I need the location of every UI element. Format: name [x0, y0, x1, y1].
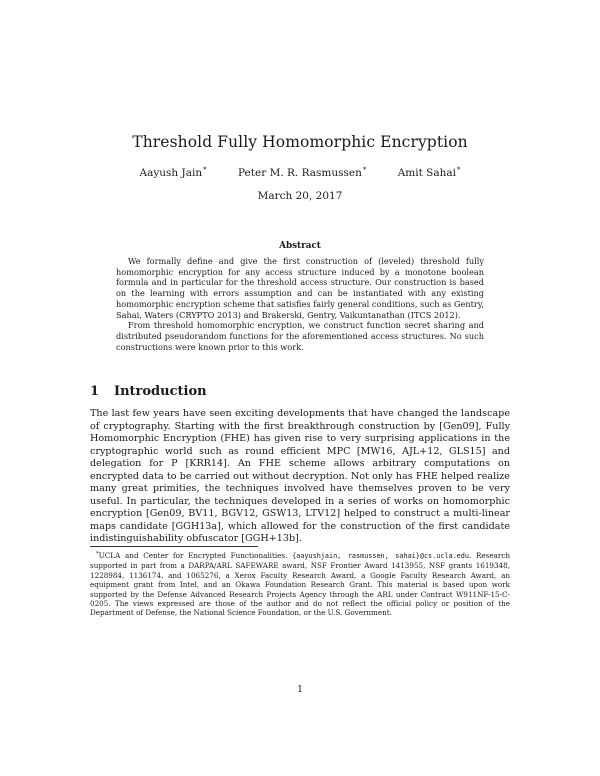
body-paragraph: The last few years have seen exciting developments that have changed the landscape of cryptography. Starting with the first breakthrough construction by [Gen09], Fully Homomorphic Encryption (FHE) has given rise to very surprising applications in the cryptographic world such as round efficient MPC [MW16, AJL+12, GLS15] and delegation for P [KRR14]. An FHE scheme allows arbitrary computations on encrypted data to be carried out without decryption. Not only has FHE helped realize many great primities, the techniques involved have themselves proven to be very useful. In particular, the techniques developed in a series of works on homomorphic encryption [Gen09, BV11, BGV12, GSW13, LTV12] helped to construct a multi-linear maps candidate [GGH13a], which allowed for the construction of the first candidate indistinguishability obfuscator [GGH+13b]. [90, 408, 510, 544]
author-name: Peter M. R. Rasmussen [237, 167, 362, 179]
footnote-emails: {aayushjain, rasmussen, sahai}@cs.ucla.edu [292, 552, 469, 560]
abstract-heading: Abstract [279, 241, 321, 251]
page-number: 1 [296, 684, 304, 695]
section-number: 1 [90, 384, 100, 399]
author-footnote-mark: * [203, 166, 207, 174]
author-sahai [398, 166, 461, 179]
author-name: Aayush Jain [139, 167, 203, 179]
paper-title: Threshold Fully Homomorphic Encryption [132, 133, 468, 151]
footnote [90, 550, 510, 618]
abstract-paragraph: We formally define and give the first construction of (leveled) threshold fully homomorphic encryption for any access structure induced by a monotone boolean formula and in particular for the threshold access structure. Our construction is based on the learning with errors assumption and can be instantiated with any existing homomorphic encryption scheme that satisfies fairly general conditions, such as Gentry, Sahai, Waters (CRYPTO 2013) and Brakerski, Gentry, Vaikuntanathan (ITCS 2012). [116, 256, 484, 320]
author-footnote-mark: * [456, 166, 461, 174]
author-footnote-mark: * [362, 166, 367, 174]
footnote-affiliation: UCLA and Center for Encrypted Functionalities. [98, 551, 288, 560]
section-body [90, 408, 510, 546]
author-jain [140, 166, 207, 179]
author-rasmussen [238, 166, 366, 179]
abstract-body [116, 256, 484, 352]
abstract-paragraph: From threshold homomorphic encryption, we construct function secret sharing and distributed pseudorandom functions for the aforementioned access structures. No such constructions were known prior to this work. [116, 320, 484, 352]
author-name: Amit Sahai [397, 167, 456, 179]
footnote-funding: Research supported in part from a DARPA/ARL SAFEWARE award, NSF Frontier Award 1413955, NSF grants 1619348, 1228984, 1136174, and 1065276, a Xerox Faculty Research Award, a Google Faculty Research Award, an equipment grant from Intel, and an Okawa Foundation Research Grant. This material is based upon work supported by the Defense Advanced Research Projects Agency through the ARL under Contract W911NF-15-C-0205. The views expressed are those of the author and do not reflect the official policy or position of the Department of Defense, the National Science Foundation, or the U.S. Government. [90, 551, 510, 618]
footnote-mark: * [96, 551, 99, 557]
paper-date: March 20, 2017 [257, 190, 343, 202]
author-list [0, 166, 600, 179]
section-heading [90, 384, 207, 399]
section-title: Introduction [114, 384, 207, 399]
footnote-text: *UCLA and Center for Encrypted Functionalities. {aayushjain, rasmussen, sahai}@cs.ucla.edu. Research supported in part from a DARPA/ARL SAFEWARE award, NSF Frontier Award 1413955, NSF grants 1619348, 1228984, 1136174, and 1065276, a Xerox Faculty Research Award, a Google Faculty Research Award, an equipment grant from Intel, and an Okawa Foundation Research Grant. This material is based upon work supported by the Defense Advanced Research Projects Agency through the ARL under Contract W911NF-15-C-0205. The views expressed are those of the author and do not reflect the official policy or position of the Department of Defense, the National Science Foundation, or the U.S. Government. [90, 551, 510, 618]
footnote-rule [90, 546, 258, 547]
